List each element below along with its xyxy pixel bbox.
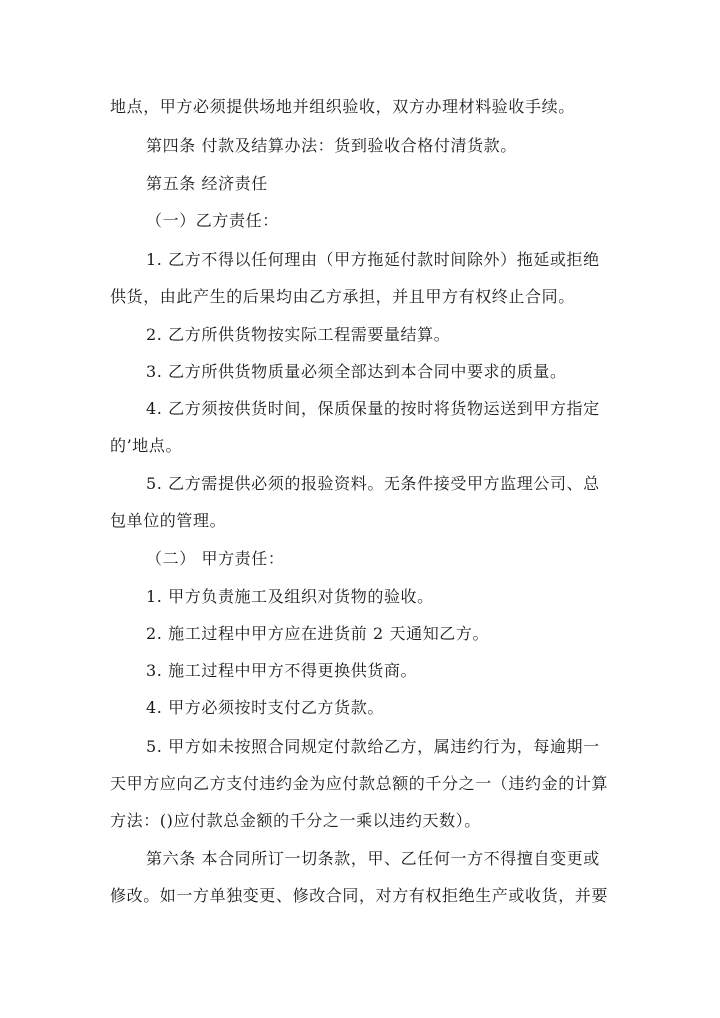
party-b-item-3 — [110, 353, 610, 390]
text-line: 3. 施工过程中甲方不得更换供货商。 — [146, 661, 418, 680]
article-5-heading — [110, 165, 610, 202]
party-b-item-1 — [110, 241, 610, 315]
text-line: 2. 施工过程中甲方应在进货前 2 天通知乙方。 — [146, 624, 490, 643]
party-b-item-5 — [110, 465, 610, 539]
text-line: （二） 甲方责任： — [146, 549, 285, 568]
party-b-item-2 — [110, 316, 610, 353]
party-b-heading — [110, 202, 610, 239]
party-a-item-5 — [110, 728, 610, 839]
text-line: 包单位的管理。 — [110, 511, 227, 530]
paragraph-site-acceptance — [110, 88, 610, 125]
party-a-item-1 — [110, 578, 610, 615]
text-line: 5. 甲方如未按照合同规定付款给乙方，属违约行为，每逾期一 — [146, 737, 600, 756]
article-6 — [110, 840, 610, 914]
party-a-item-4 — [110, 689, 610, 726]
text-line: 5. 乙方需提供必须的报验资料。无条件接受甲方监理公司、总 — [146, 474, 600, 493]
party-a-item-3 — [110, 652, 610, 689]
text-line: 第六条 本合同所订一切条款，甲、乙任何一方不得擅自变更或 — [146, 849, 600, 868]
text-line: （一）乙方责任： — [146, 211, 279, 230]
text-line: 的’地点。 — [110, 436, 183, 455]
text-line: 4. 乙方须按供货时间，保质保量的按时将货物运送到甲方指定 — [146, 399, 600, 418]
text-line: 天甲方应向乙方支付违约金为应付款总额的千分之一（违约金的计算 — [110, 774, 609, 793]
text-line: 1. 乙方不得以任何理由（甲方拖延付款时间除外）拖延或拒绝 — [146, 250, 600, 269]
party-a-item-2 — [110, 615, 610, 652]
text-line: 1. 甲方负责施工及组织对货物的验收。 — [146, 587, 434, 606]
party-b-item-4 — [110, 390, 610, 464]
text-line: 供货，由此产生的后果均由乙方承担，并且甲方有权终止合同。 — [110, 287, 575, 306]
text-line: 第五条 经济责任 — [146, 174, 268, 193]
text-line: 第四条 付款及结算办法：货到验收合格付清货款。 — [146, 136, 517, 155]
text-line: 3. 乙方所供货物质量必须全部达到本合同中要求的质量。 — [146, 362, 567, 381]
text-line: 4. 甲方必须按时支付乙方货款。 — [146, 698, 384, 717]
text-line: 地点，甲方必须提供场地并组织验收，双方办理材料验收手续。 — [110, 97, 575, 116]
text-line: 2. 乙方所供货物按实际工程需要量结算。 — [146, 325, 451, 344]
text-line: 方法：()应付款总金额的千分之一乘以违约天数）。 — [110, 811, 481, 830]
article-4-payment — [110, 127, 610, 164]
party-a-heading — [110, 540, 610, 577]
text-line: 修改。如一方单独变更、修改合同，对方有权拒绝生产或收货，并要 — [110, 886, 609, 905]
